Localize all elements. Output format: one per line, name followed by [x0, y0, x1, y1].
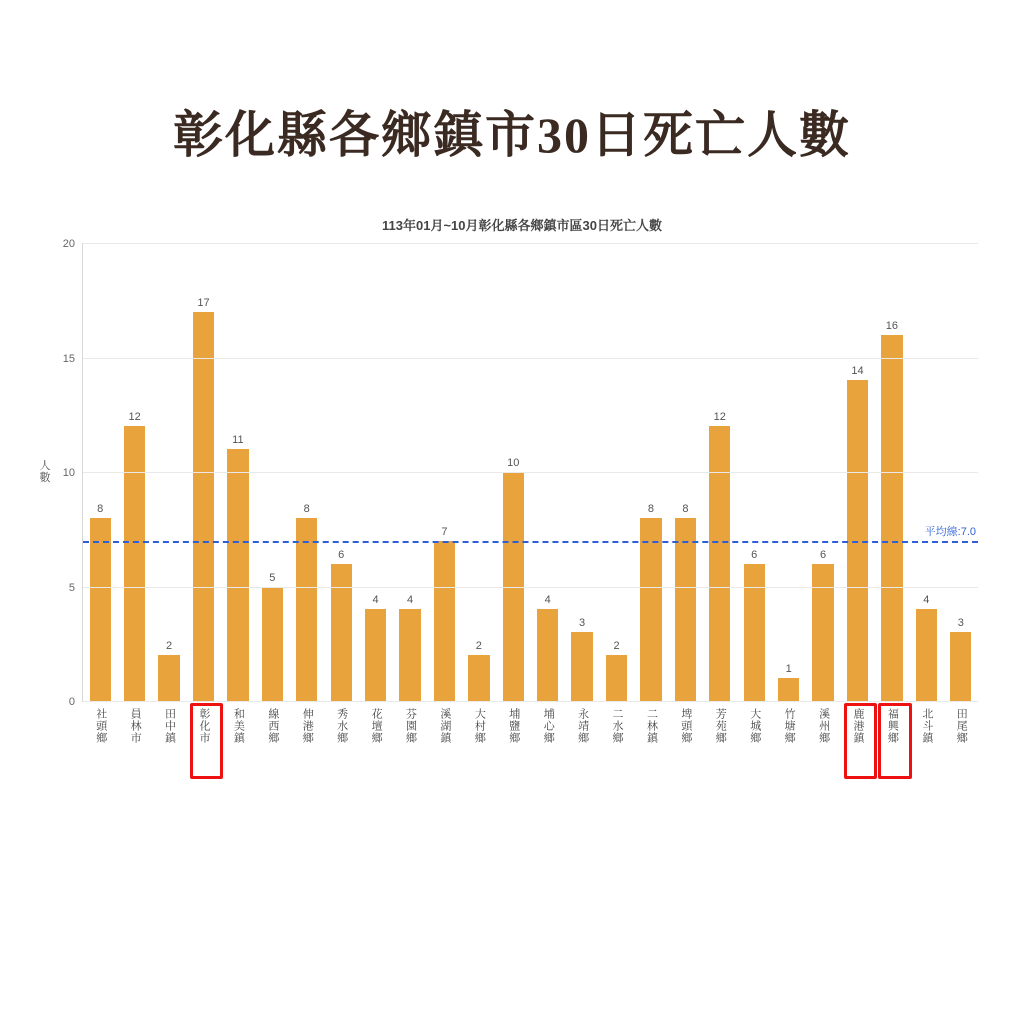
y-axis-label: 人數: [39, 460, 51, 485]
x-axis-tick-label: 溪湖鎮: [438, 708, 451, 744]
x-axis-tick-label: 芬園鄉: [404, 708, 417, 744]
gridline: [68, 581, 978, 594]
bar-value-label: 2: [613, 640, 620, 653]
bar-value-label: 6: [820, 548, 827, 561]
chart-title: 113年01月~10月彰化縣各鄉鎮市區30日死亡人數: [382, 218, 662, 233]
bar-value-label: 3: [957, 617, 964, 630]
x-axis-tick-label: 田中鎮: [163, 708, 176, 744]
x-axis-tick-label: 福興鄉: [886, 708, 899, 744]
bar[interactable]: [537, 594, 558, 701]
x-axis-tick-label: 埤頭鄉: [679, 708, 692, 744]
bar-value-label: 4: [923, 594, 930, 607]
bar[interactable]: [606, 640, 627, 701]
bar-value-label: 8: [647, 502, 655, 515]
x-axis-tick-label: 田尾鄉: [955, 708, 968, 744]
average-line-label: 平均線:7.0: [924, 525, 976, 538]
gridline: [62, 352, 978, 365]
x-axis-tick-label: 花壇鄉: [370, 708, 383, 744]
y-axis-tick: 15: [62, 352, 75, 365]
average-line: [83, 525, 978, 543]
bar-value-label: 4: [406, 594, 414, 607]
y-axis-tick: 5: [68, 581, 75, 594]
bar-value-label: 16: [885, 319, 899, 332]
bar[interactable]: [640, 502, 661, 701]
plot-area: [62, 238, 978, 744]
bar[interactable]: [778, 663, 799, 701]
chart-container: [20, 215, 1004, 785]
bar-value-label: 4: [372, 594, 379, 607]
bar-value-label: 8: [97, 502, 104, 515]
x-axis-tick-label: 大村鄉: [473, 708, 486, 744]
bar-value-label: 4: [544, 594, 551, 607]
bar[interactable]: [675, 502, 696, 701]
bar[interactable]: [399, 594, 420, 701]
bar[interactable]: [296, 502, 317, 701]
x-axis-tick-label: 彰化市: [197, 708, 210, 744]
bar[interactable]: [468, 640, 489, 701]
gridline: [62, 467, 978, 479]
bar-value-label: 6: [338, 548, 345, 561]
x-axis-tick-label: 線西鄉: [266, 708, 279, 744]
bar-value-label: 8: [303, 502, 310, 515]
bar-value-label: 12: [713, 411, 726, 424]
x-axis-tick-label: 埔心鄉: [542, 708, 555, 744]
bar[interactable]: [812, 548, 833, 701]
bar[interactable]: [331, 548, 352, 701]
bar-value-label: 3: [579, 617, 586, 630]
x-axis-tick-label: 芳苑鄉: [714, 708, 727, 744]
bar-value-label: 1: [785, 663, 792, 676]
x-axis-tick-label: 和美鎮: [232, 708, 245, 744]
y-axis-tick: 10: [62, 467, 75, 479]
bar-value-label: 7: [441, 525, 448, 538]
bar[interactable]: [227, 434, 248, 701]
gridline: [68, 696, 978, 708]
bar[interactable]: [744, 548, 765, 701]
bar[interactable]: [950, 617, 971, 701]
x-axis-tick-label: 埔鹽鄉: [507, 708, 520, 744]
bar-value-label: 10: [507, 457, 520, 469]
bar[interactable]: [365, 594, 386, 701]
x-axis-tick-label: 溪州鄉: [817, 708, 830, 744]
x-axis-tick-label: 永靖鄉: [576, 708, 589, 744]
x-axis-tick-label: 北斗鎮: [920, 708, 933, 744]
x-axis-tick-label: 竹塘鄉: [783, 708, 796, 744]
bar-value-label: 14: [851, 365, 864, 378]
bar-value-label: 2: [165, 640, 173, 653]
bar-value-label: 11: [232, 434, 244, 447]
x-axis-tick-label: 伸港鄉: [301, 708, 314, 744]
bar-value-label: 5: [269, 571, 276, 584]
bar-value-label: 8: [682, 502, 689, 515]
page-title: 彰化縣各鄉鎮市30日死亡人數: [173, 107, 851, 163]
bar[interactable]: [881, 319, 902, 701]
bar[interactable]: [193, 296, 214, 701]
bar[interactable]: [262, 571, 283, 702]
bar[interactable]: [124, 411, 145, 701]
x-axis-tick-label: 大城鄉: [748, 708, 761, 744]
bar[interactable]: [434, 525, 455, 701]
gridline: [62, 238, 978, 250]
x-axis-tick-label: 二水鄉: [611, 708, 624, 744]
y-axis-tick: 20: [62, 238, 75, 250]
bar-value-label: 2: [475, 640, 482, 653]
bar-value-label: 6: [751, 548, 758, 561]
x-axis-tick-label: 二林鎮: [645, 708, 658, 744]
x-axis-tick-label: 社頭鄉: [94, 708, 107, 744]
bar[interactable]: [90, 502, 111, 701]
x-axis-tick-label: 員林市: [129, 708, 142, 744]
x-axis-tick-label: 秀水鄉: [335, 708, 348, 744]
bar[interactable]: [571, 617, 592, 701]
bar-value-label: 17: [197, 296, 210, 309]
bar[interactable]: [916, 594, 937, 701]
bar-value-label: 12: [128, 411, 141, 424]
x-axis-tick-label: 鹿港鎮: [851, 708, 864, 744]
bar[interactable]: [709, 411, 730, 701]
y-axis-tick: 0: [68, 696, 75, 708]
bar[interactable]: [158, 640, 179, 701]
